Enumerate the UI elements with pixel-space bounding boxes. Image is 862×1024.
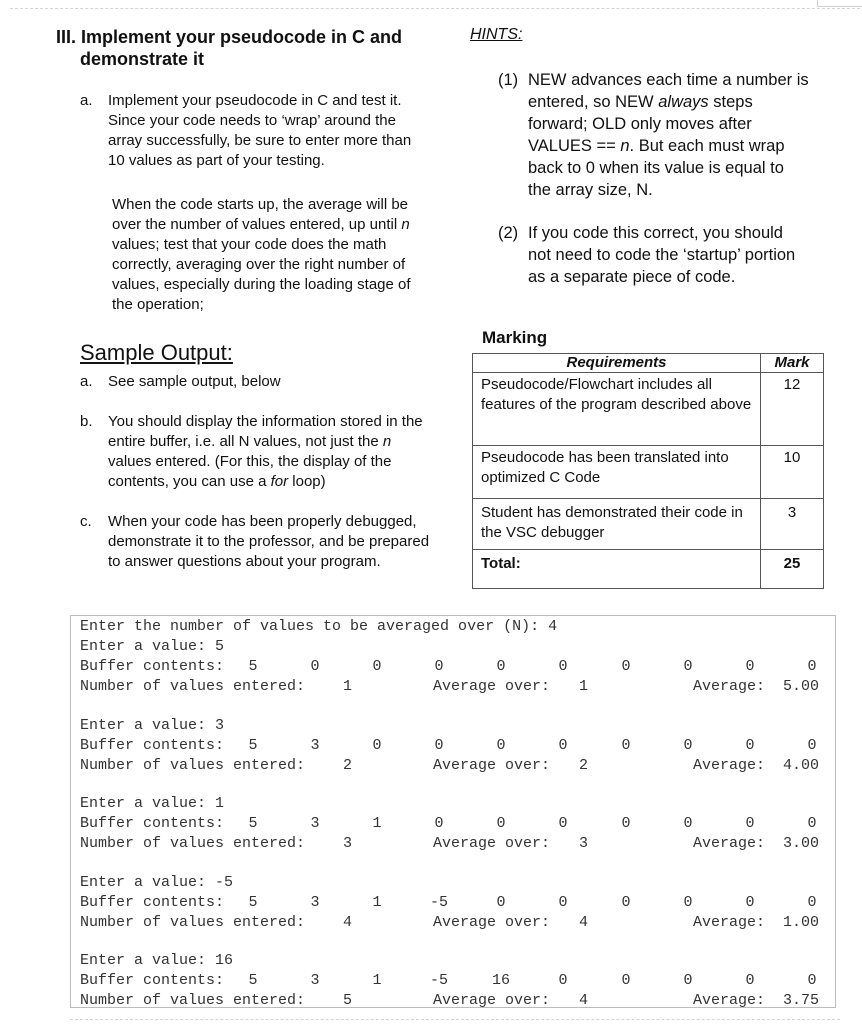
b-text-part1: You should display the information stored in the entire buffer, i.e. all N values, not just the — [108, 413, 423, 450]
buffer-cell: 0 — [496, 893, 506, 911]
console-count-label: Number of values entered: — [80, 678, 306, 695]
item-marker: c. — [80, 513, 92, 530]
buffer-cell: 0 — [558, 658, 568, 675]
hint-marker: (2) — [498, 224, 519, 242]
sample-console-output — [70, 615, 836, 1008]
buffer-cell: 5 — [248, 893, 258, 911]
sample-output-title: Sample Output: — [80, 340, 233, 365]
console-count-label: Number of values entered: — [80, 913, 306, 931]
buffer-cell: 0 — [683, 736, 693, 754]
hint-text — [528, 69, 810, 201]
marking-table — [472, 353, 824, 589]
buffer-cell: 0 — [745, 972, 755, 989]
item-marker: b. — [80, 413, 93, 430]
hint-2 — [498, 222, 810, 288]
console-enter-line: Enter a value: 1 — [80, 795, 225, 812]
marking-row — [473, 499, 824, 550]
buffer-cell: 0 — [372, 736, 382, 754]
console-enter-line: Enter a value: -5 — [80, 873, 234, 891]
buffer-cell: 0 — [434, 658, 444, 675]
console-avg-over-label: Average over: — [433, 678, 551, 695]
buffer-cell: 0 — [683, 658, 693, 675]
console-avg-value: 3.00 — [783, 835, 820, 852]
item-text: When your code has been properly debugged, demonstrate it to the professor, and be prepared to answer questions about your program. — [108, 513, 430, 570]
console-avg-over-value: 4 — [579, 992, 589, 1009]
buffer-cell: 0 — [434, 736, 444, 754]
section-title-line1: III. Implement your pseudocode in C and — [56, 27, 403, 47]
hint1-part1: NEW advances each time a number is entered, so NEW — [528, 71, 809, 111]
buffer-cell: 5 — [248, 736, 258, 754]
marking-row — [473, 446, 824, 499]
buffer-cell: 3 — [310, 815, 320, 832]
console-count-value: 2 — [343, 756, 353, 774]
mark-cell: 3 — [761, 499, 824, 550]
marking-header-row — [473, 354, 824, 373]
startup-text-part1: When the code starts up, the average will be over the number of values entered, up until — [112, 196, 409, 233]
buffer-cell: 0 — [807, 893, 817, 911]
console-count-value: 3 — [343, 835, 353, 852]
buffer-cell: 0 — [558, 736, 568, 754]
mark-cell: 12 — [761, 373, 824, 446]
console-count-label: Number of values entered: — [80, 835, 306, 852]
buffer-cell: 0 — [558, 972, 568, 989]
console-avg-over-label: Average over: — [433, 835, 551, 852]
console-avg-value: 4.00 — [783, 756, 820, 774]
console-buffer-label: Buffer contents: — [80, 815, 225, 832]
console-count-value: 4 — [343, 913, 353, 931]
buffer-cell: 1 — [372, 815, 382, 832]
sample-item-a — [80, 372, 430, 392]
console-avg-over-value: 3 — [579, 835, 589, 852]
item-marker: a. — [80, 373, 93, 390]
buffer-cell: -5 — [429, 972, 448, 989]
console-avg-value: 5.00 — [783, 678, 820, 695]
console-avg-value: 3.75 — [783, 992, 820, 1009]
console-enter-line: Enter a value: 5 — [80, 638, 225, 655]
total-mark: 25 — [761, 550, 824, 589]
buffer-cell: -5 — [429, 893, 448, 911]
console-avg-over-value: 4 — [579, 913, 589, 931]
buffer-cell: 0 — [683, 972, 693, 989]
buffer-cell: 0 — [745, 815, 755, 832]
buffer-cell: 0 — [745, 658, 755, 675]
hint1-n: n — [620, 137, 630, 155]
requirements-header: Requirements — [473, 354, 761, 373]
startup-paragraph — [112, 195, 422, 315]
hint-marker: (1) — [498, 71, 519, 89]
buffer-cell: 5 — [248, 972, 258, 989]
hint1-part2: steps forward; OLD only moves after VALUES == — [528, 93, 753, 155]
buffer-cell: 1 — [372, 893, 382, 911]
console-avg-over-label: Average over: — [433, 913, 551, 931]
item-text — [108, 412, 430, 492]
implement-item-a — [80, 91, 430, 171]
console-avg-over-label: Average over: — [433, 756, 551, 774]
hint1-always: always — [658, 93, 709, 111]
hints-title: HINTS: — [470, 26, 523, 43]
console-avg-value: 1.00 — [783, 913, 820, 931]
buffer-cell: 0 — [807, 815, 817, 832]
console-enter-line: Enter a value: 3 — [80, 716, 225, 734]
console-avg-label: Average: — [693, 835, 766, 852]
marking-row — [473, 373, 824, 446]
buffer-cell: 16 — [491, 972, 510, 989]
marking-title: Marking — [482, 328, 548, 347]
console-count-value: 5 — [343, 992, 353, 1009]
console-avg-over-value: 2 — [579, 756, 589, 774]
item-text: Implement your pseudocode in C and test it. Since your code needs to ‘wrap’ around the array successfully, be sure to enter more than 10 values as part of your testing. — [108, 92, 412, 169]
buffer-cell: 5 — [248, 815, 258, 832]
console-enter-line: Enter a value: 16 — [80, 952, 234, 969]
buffer-cell: 3 — [310, 893, 320, 911]
buffer-cell: 0 — [807, 972, 817, 989]
buffer-cell: 0 — [496, 815, 506, 832]
hint1-part3: . But each must wrap back to 0 when its value is equal to the array size, N. — [528, 137, 785, 199]
console-buffer-label: Buffer contents: — [80, 972, 225, 989]
console-buffer-label: Buffer contents: — [80, 893, 225, 911]
buffer-cell: 5 — [248, 658, 258, 675]
mark-header: Mark — [761, 354, 824, 373]
console-avg-over-label: Average over: — [433, 992, 551, 1009]
b-text-part3: loop) — [288, 473, 326, 490]
section-title-line2: demonstrate it — [80, 49, 205, 69]
hint-1 — [498, 69, 810, 201]
item-marker: a. — [80, 92, 93, 109]
buffer-cell: 0 — [496, 658, 506, 675]
buffer-cell: 0 — [621, 972, 631, 989]
buffer-cell: 0 — [496, 736, 506, 754]
total-label: Total: — [473, 550, 761, 589]
console-buffer-label: Buffer contents: — [80, 658, 225, 675]
buffer-cell: 0 — [745, 893, 755, 911]
console-buffer-label: Buffer contents: — [80, 736, 225, 754]
mark-cell: 10 — [761, 446, 824, 499]
buffer-cell: 0 — [558, 815, 568, 832]
requirement-cell: Student has demonstrated their code in the VSC debugger — [473, 499, 761, 550]
console-count-label: Number of values entered: — [80, 756, 306, 774]
console-prompt-n: Enter the number of values to be averaged over (N): 4 — [80, 618, 558, 635]
buffer-cell: 0 — [558, 893, 568, 911]
page-bottom-border — [70, 1019, 840, 1020]
buffer-cell: 0 — [621, 893, 631, 911]
console-avg-label: Average: — [693, 756, 766, 774]
marking-total-row — [473, 550, 824, 589]
sample-item-b — [80, 412, 430, 492]
console-count-label: Number of values entered: — [80, 992, 306, 1009]
page-corner-mark — [817, 0, 862, 7]
console-avg-label: Average: — [693, 992, 766, 1009]
requirement-cell: Pseudocode/Flowchart includes all features of the program described above — [473, 373, 761, 446]
buffer-cell: 3 — [310, 972, 320, 989]
buffer-cell: 0 — [621, 736, 631, 754]
buffer-cell: 3 — [310, 736, 320, 754]
console-avg-label: Average: — [693, 913, 766, 931]
buffer-cell: 0 — [310, 658, 320, 675]
page-top-border — [10, 8, 860, 9]
buffer-cell: 0 — [372, 658, 382, 675]
buffer-cell: 1 — [372, 972, 382, 989]
buffer-cell: 0 — [434, 815, 444, 832]
buffer-cell: 0 — [745, 736, 755, 754]
item-text: See sample output, below — [108, 373, 281, 390]
hint-text: If you code this correct, you should not need to code the ‘startup’ portion as a separate piece of code. — [528, 224, 796, 286]
sample-item-c — [80, 512, 430, 572]
b-text-part2: values entered. (For this, the display of the contents, you can use a — [108, 453, 392, 490]
buffer-cell: 0 — [621, 658, 631, 675]
startup-text-n: n — [401, 216, 410, 233]
startup-text-part2: values; test that your code does the math correctly, averaging over the right number of values, especially during the loading stage of the operation; — [112, 236, 411, 313]
console-avg-over-value: 1 — [579, 678, 589, 695]
console-count-value: 1 — [343, 678, 353, 695]
buffer-cell: 0 — [683, 893, 693, 911]
buffer-cell: 0 — [807, 658, 817, 675]
section-title — [56, 26, 436, 70]
buffer-cell: 0 — [621, 815, 631, 832]
console-avg-label: Average: — [693, 678, 766, 695]
buffer-cell: 0 — [683, 815, 693, 832]
requirement-cell: Pseudocode has been translated into optimized C Code — [473, 446, 761, 499]
b-text-for: for — [270, 473, 289, 490]
buffer-cell: 0 — [807, 736, 817, 754]
b-text-n: n — [382, 433, 392, 450]
